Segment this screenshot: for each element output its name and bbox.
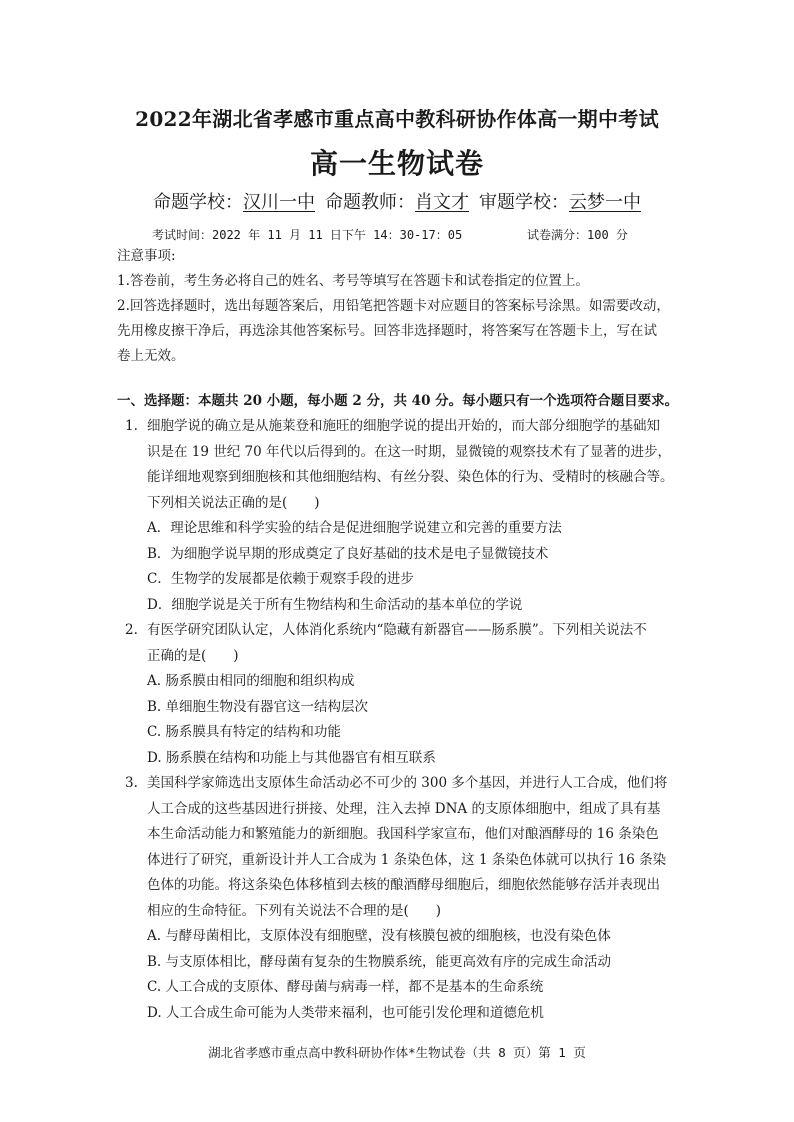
notes-line: 2.回答选择题时，选出每题答案后，用铅笔把答题卡对应题目的答案标号涂黑。如需要改动， — [117, 298, 670, 314]
option-c: C．生物学的发展都是依赖于观察手段的进步 — [147, 571, 414, 587]
exam-title: 2022年湖北省孝感市重点高中教科研协作体高一期中考试 — [135, 107, 659, 131]
section-heading: 一、选择题：本题共 20 小题，每小题 2 分，共 40 分。每小题只有一个选项符合题目要求。 — [117, 393, 679, 409]
question-number: 1. — [125, 418, 138, 434]
question-stem-line: 美国科学家筛选出支原体生命活动必不可少的 300 多个基因，并进行人工合成，他们将 — [147, 775, 668, 791]
setter-school: 汉川一中 — [243, 192, 315, 213]
setter-teacher: 肖文才 — [415, 192, 469, 213]
option-a: A. 与酵母菌相比，支原体没有细胞壁，没有核膜包被的细胞核，也没有染色体 — [147, 928, 611, 944]
author-line — [0, 188, 794, 214]
option-a: A. 肠系膜由相同的细胞和组织构成 — [147, 673, 355, 689]
question-stem-line: 能详细地观察到细胞核和其他细胞结构、有丝分裂、染色体的行为、受精时的核融合等。 — [147, 469, 674, 485]
notes-line: 1.答卷前，考生务必将自己的姓名、考号等填写在答题卡和试卷指定的位置上。 — [117, 273, 589, 289]
exam-time: 考试时间：2022 年 11 月 11 日下午 14：30-17：05 — [152, 228, 463, 242]
subject-title: 高一生物试卷 — [309, 147, 484, 180]
question-stem-line: 下列相关说法正确的是( ) — [147, 494, 320, 511]
question-1 — [125, 414, 685, 618]
notes-line: 先用橡皮擦干净后，再选涂其他答案标号。回答非选择题时，将答案写在答题卡上，写在试 — [117, 323, 657, 339]
option-d: D. 肠系膜在结构和功能上与其他器官有相互联系 — [147, 749, 436, 766]
option-d: D．细胞学说是关于所有生物结构和生命活动的基本单位的学说 — [147, 596, 523, 613]
option-b: B．为细胞学说早期的形成奠定了良好基础的技术是电子显微镜技术 — [147, 545, 549, 562]
question-stem-line: 体进行了研究，重新设计并人工合成为 1 条染色体，这 1 条染色体就可以执行 16 条染 — [147, 851, 667, 868]
question-number: 3. — [125, 775, 138, 791]
question-stem-line: 色体的功能。将这条染色体移植到去核的酿酒酵母细胞后，细胞依然能够存活并表现出 — [147, 877, 660, 893]
full-score: 试卷满分：100 分 — [527, 228, 628, 242]
option-d: D. 人工合成生命可能为人类带来福利，也可能引发伦理和道德危机 — [147, 1004, 544, 1021]
question-number: 2. — [125, 622, 138, 638]
notes-heading: 注意事项: — [117, 248, 176, 264]
reviewer-school: 云梦一中 — [569, 192, 641, 213]
option-c: C. 人工合成的支原体、酵母菌与病毒一样，都不是基本的生命系统 — [147, 979, 544, 995]
question-stem-line: 有医学研究团队认定，人体消化系统内“隐藏有新器官——肠系膜”。下列相关说法不 — [147, 622, 647, 638]
question-stem-line: 人工合成的这些基因进行拼接、处理，注入去掉 DNA 的支原体细胞中，组成了具有基 — [147, 800, 661, 817]
setter-school-label: 命题学校： — [153, 192, 243, 213]
page-footer: 湖北省孝感市重点高中教科研协作体*生物试卷（共 8 页）第 1 页 — [208, 1045, 586, 1060]
option-b: B. 与支原体相比，酵母菌有复杂的生物膜系统，能更高效有序的完成生命活动 — [147, 953, 612, 970]
question-stem-line: 正确的是( ) — [147, 647, 239, 664]
question-stem-line: 本生命活动能力和繁殖能力的新细胞。我国科学家宣布，他们对酿酒酵母的 16 条染色 — [147, 826, 659, 842]
notes-block — [117, 244, 682, 369]
question-stem-line: 相应的生命特征。下列有关说法不合理的是( ) — [147, 902, 442, 919]
reviewer-school-label: 审题学校： — [479, 192, 569, 213]
question-3 — [125, 771, 685, 1026]
option-c: C. 肠系膜具有特定的结构和功能 — [147, 724, 341, 740]
question-2 — [125, 618, 685, 771]
question-stem-line: 识是在 19 世纪 70 年代以后得到的。在这一时期，显微镜的观察技术有了显著的进步， — [147, 443, 672, 460]
option-b: B. 单细胞生物没有器官这一结构层次 — [147, 698, 369, 715]
setter-teacher-label: 命题教师： — [325, 192, 415, 213]
notes-line: 卷上无效。 — [117, 348, 185, 364]
question-stem-line: 细胞学说的确立是从施莱登和施旺的细胞学说的提出开始的，而大部分细胞学的基础知 — [147, 418, 660, 434]
option-a: A．理论思维和科学实验的结合是促进细胞学说建立和完善的重要方法 — [147, 520, 562, 536]
